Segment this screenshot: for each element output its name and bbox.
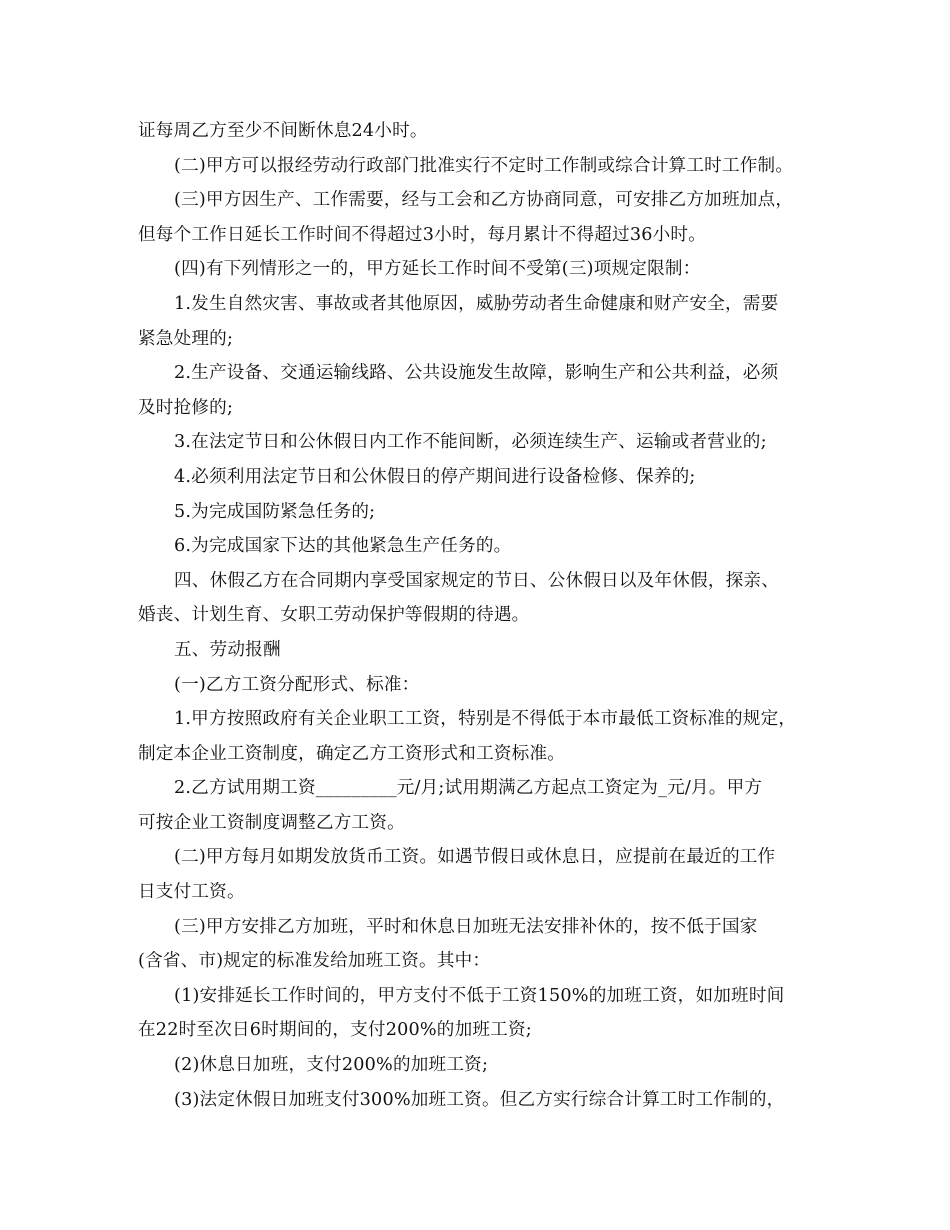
text-line: 日支付工资。 [138, 882, 245, 903]
text-line: 制定本企业工资制度，确定乙方工资形式和工资标准。 [138, 743, 566, 764]
text-line: 四、休假乙方在合同期内享受国家规定的节日、公休假日以及年休假，探亲、 [174, 570, 779, 591]
text-line: 紧急处理的; [138, 328, 234, 349]
text-line: 6.为完成国家下达的其他紧急生产任务的。 [174, 536, 512, 557]
text-line: 可按企业工资制度调整乙方工资。 [138, 812, 405, 833]
text-line: (二)甲方可以报经劳动行政部门批准实行不定时工作制或综合计算工时工作制。 [174, 155, 794, 176]
text-line: 五、劳动报酬 [174, 639, 281, 660]
text-line: 婚丧、计划生育、女职工劳动保护等假期的待遇。 [138, 605, 530, 626]
text-line: 4.必须利用法定节日和公休假日的停产期间进行设备检修、保养的; [174, 466, 696, 487]
text-line: (三)甲方因生产、工作需要，经与工会和乙方协商同意，可安排乙方加班加点， [174, 190, 794, 211]
text-line: (四)有下列情形之一的，甲方延长工作时间不受第(三)项规定限制： [174, 259, 701, 280]
text-line: (3)法定休假日加班支付300%加班工资。但乙方实行综合计算工时工作制的， [174, 1089, 785, 1110]
text-line: (二)甲方每月如期发放货币工资。如遇节假日或休息日，应提前在最近的工作 [174, 847, 776, 868]
text-line: 及时抢修的; [138, 397, 234, 418]
text-line: 在22时至次日6时期间的，支付200%的加班工资; [138, 1020, 532, 1041]
text-line: (一)乙方工资分配形式、标准： [174, 674, 420, 695]
text-line: 2.生产设备、交通运输线路、公共设施发生故障，影响生产和公共利益，必须 [174, 363, 779, 384]
text-line: (2)休息日加班，支付200%的加班工资; [174, 1055, 489, 1076]
document-body [138, 114, 830, 1117]
text-line: 2.乙方试用期工资_________元/月;试用期满乙方起点工资定为_元/月。甲方 [174, 778, 763, 799]
text-line: 1.甲方按照政府有关企业职工工资，特别是不得低于本市最低工资标准的规定， [174, 709, 797, 730]
text-line: (1)安排延长工作时间的，甲方支付不低于工资150%的加班工资，如加班时间 [174, 985, 785, 1006]
text-line: 5.为完成国防紧急任务的; [174, 501, 376, 522]
text-line: 3.在法定节日和公休假日内工作不能间断，必须连续生产、运输或者营业的; [174, 432, 767, 453]
text-line: 证每周乙方至少不间断休息24小时。 [138, 121, 428, 141]
text-line: 但每个工作日延长工作时间不得超过3小时，每月累计不得超过36小时。 [138, 224, 706, 245]
text-line: (三)甲方安排乙方加班，平时和休息日加班无法安排补休的，按不低于国家 [174, 916, 758, 937]
text-line: 1.发生自然灾害、事故或者其他原因，威胁劳动者生命健康和财产安全，需要 [174, 293, 779, 314]
text-line: (含省、市)规定的标准发给加班工资。其中： [138, 951, 491, 972]
